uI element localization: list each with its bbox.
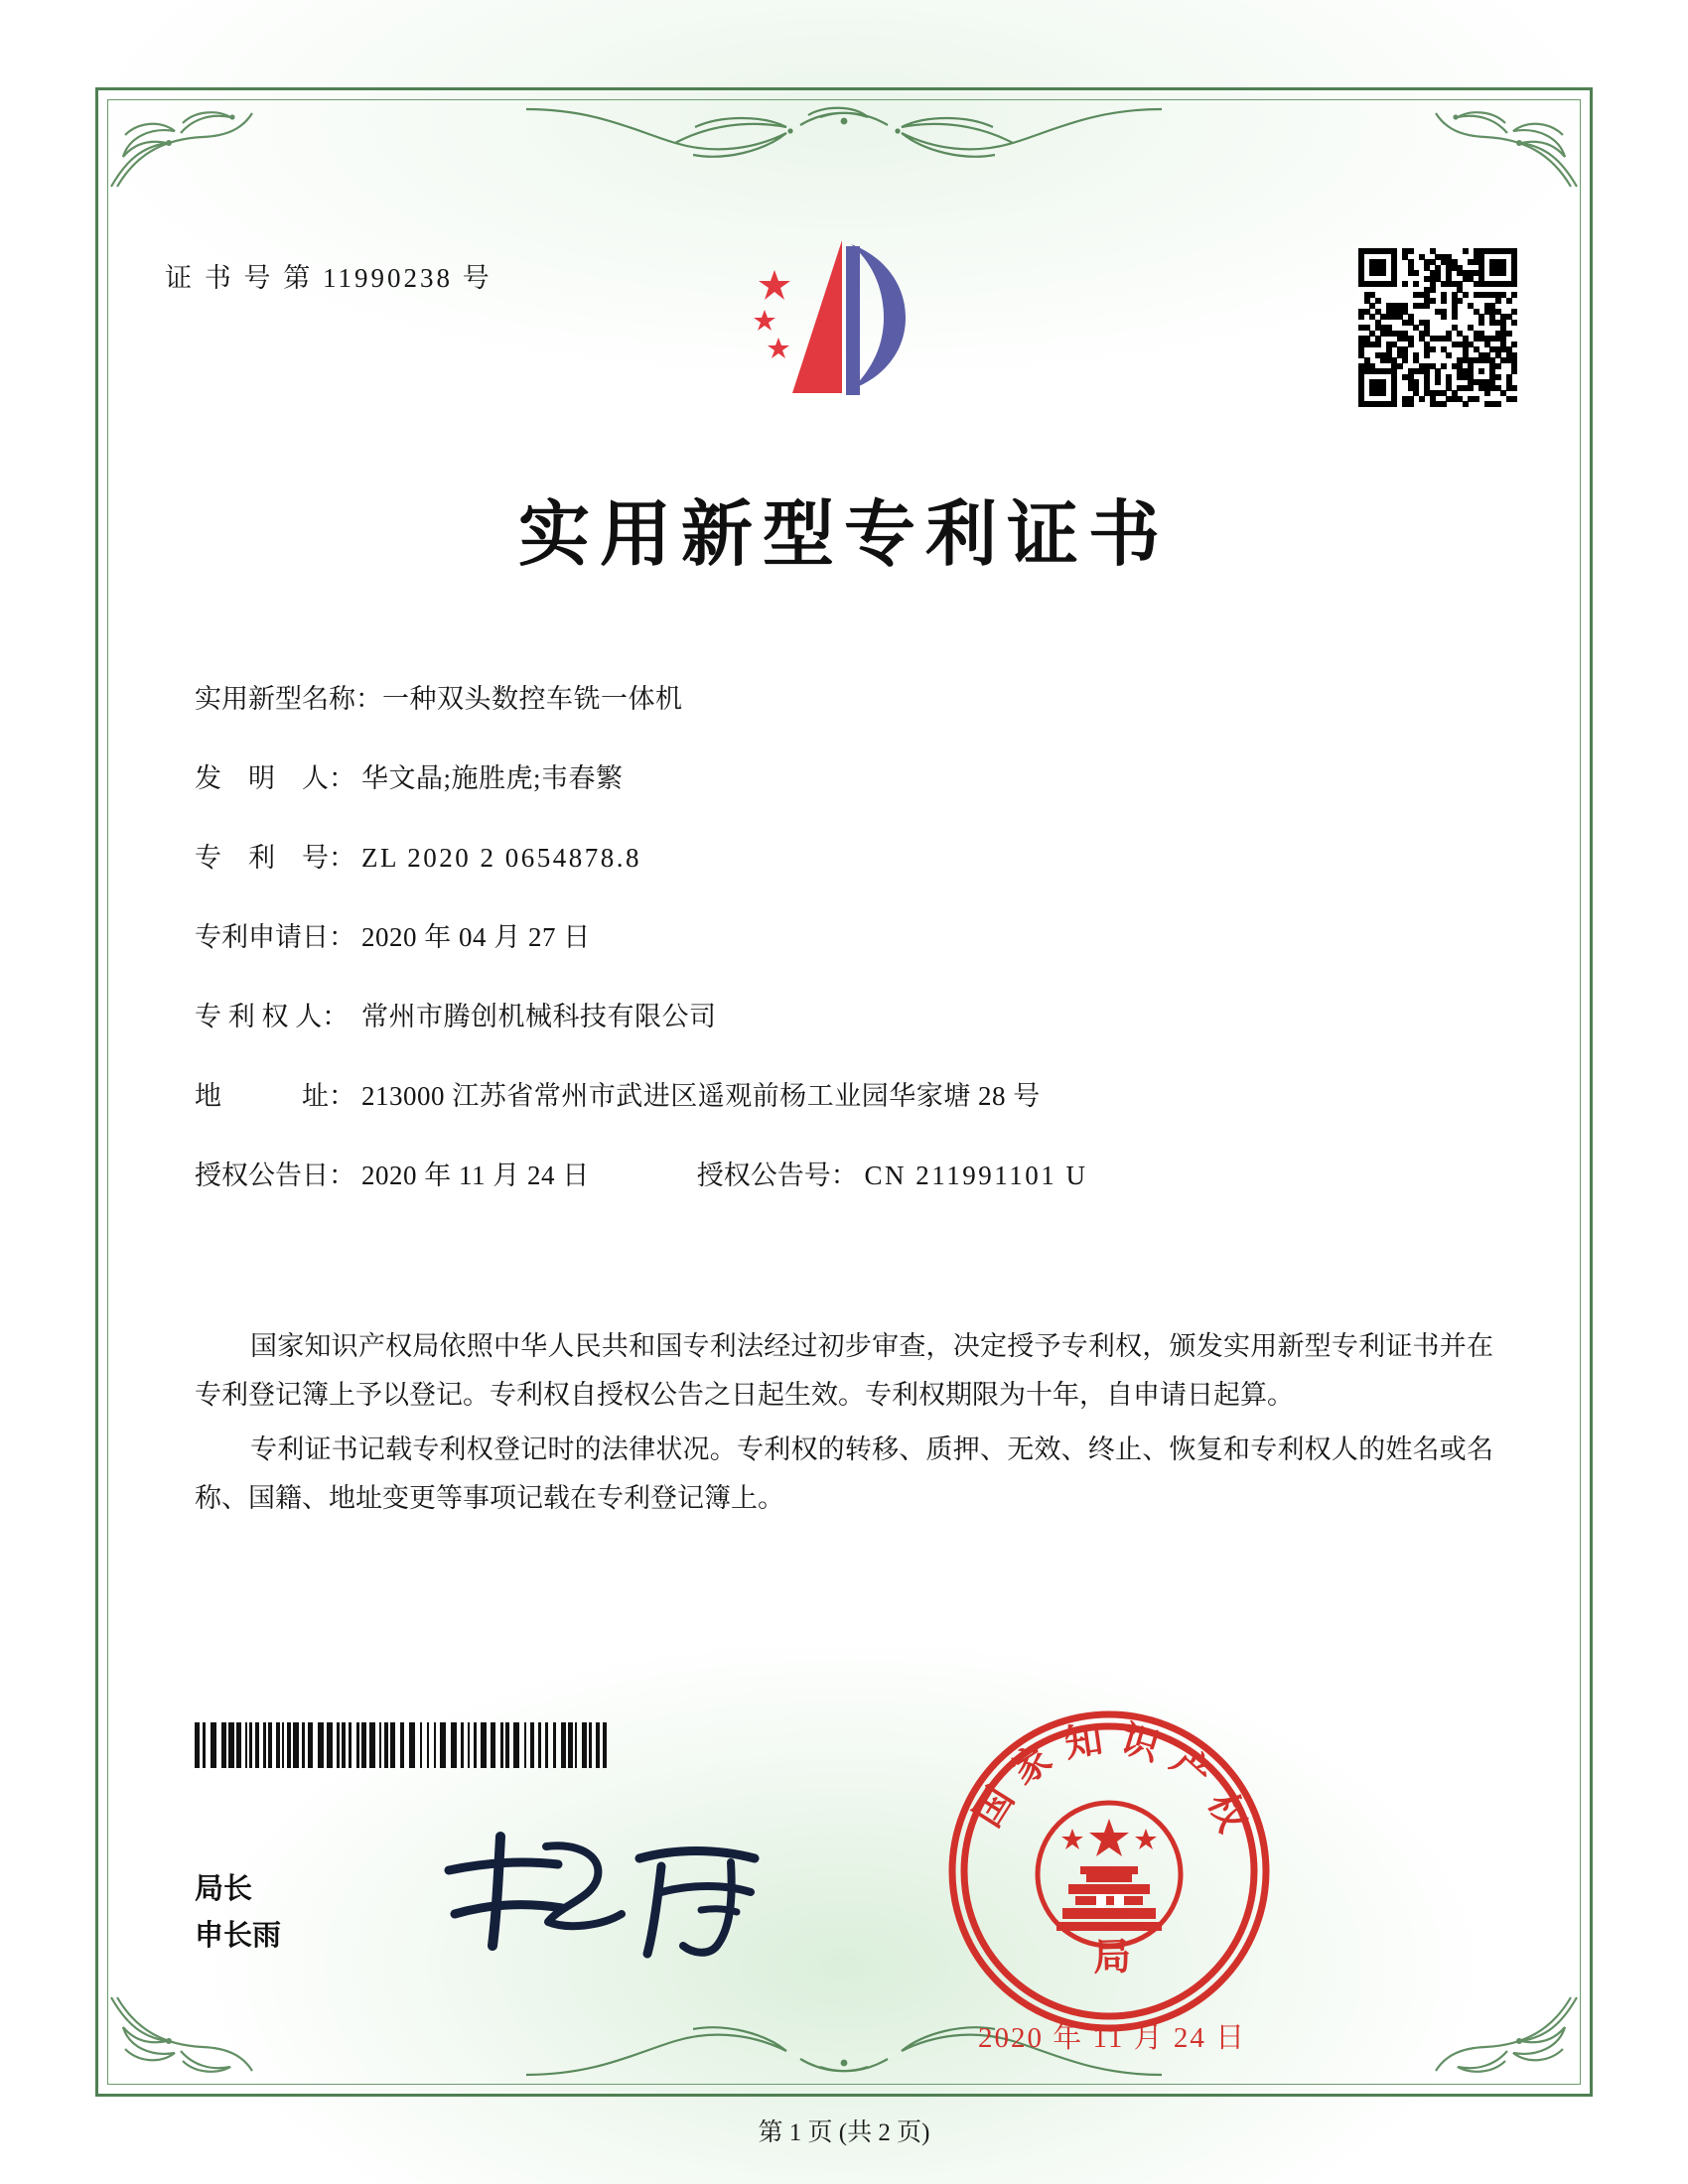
field-value: 华文晶;施胜虎;韦春繁	[361, 763, 624, 793]
announcement-date-label: 授权公告日：	[195, 1160, 355, 1190]
field-row	[195, 995, 1509, 1033]
corner-ornament-icon	[1432, 1993, 1581, 2085]
legal-text	[195, 1322, 1493, 1529]
announcement-number-label: 授权公告号：	[696, 1160, 858, 1190]
paragraph: 专利证书记载专利权登记时的法律状况。专利权的转移、质押、无效、终止、恢复和专利权人的姓名或名称、国籍、地址变更等事项记载在专利登记簿上。	[195, 1434, 1493, 1513]
field-row	[195, 915, 1509, 954]
svg-text:国家知识产权: 国家知识产权	[964, 1713, 1262, 1851]
paragraph: 国家知识产权局依照中华人民共和国专利法经过初步审查，决定授予专利权，颁发实用新型专利证书并在专利登记簿上予以登记。专利权自授权公告之日起生效。专利权期限为十年，自申请日起算。	[195, 1331, 1493, 1410]
corner-ornament-icon	[107, 1993, 256, 2085]
announcement-number-group	[697, 1154, 1088, 1192]
svg-text:局: 局	[1092, 1933, 1132, 1979]
field-list	[195, 677, 1509, 1233]
official-red-seal-icon	[945, 1707, 1273, 2035]
qr-code-icon	[1358, 248, 1517, 407]
field-label: 专 利 权 人：	[195, 1002, 350, 1031]
corner-ornament-icon	[1432, 99, 1581, 191]
page-footer: 第 1 页 (共 2 页)	[758, 2119, 930, 2146]
field-value: 213000 江苏省常州市武进区遥观前杨工业园华家塘 28 号	[361, 1081, 1041, 1111]
field-label: 专利申请日：	[195, 922, 355, 952]
field-row	[195, 756, 1509, 795]
announcement-date-value: 2020 年 11 月 24 日	[361, 1160, 590, 1190]
top-flourish-icon	[526, 97, 1162, 167]
field-label: 发 明 人：	[195, 763, 355, 793]
field-label: 实用新型名称：	[195, 684, 382, 714]
corner-ornament-icon	[107, 99, 256, 191]
cnipa-logo-icon	[735, 226, 953, 410]
field-label: 地 址：	[195, 1081, 355, 1111]
field-label: 专 利 号：	[195, 843, 355, 873]
field-value: 一种双头数控车铣一体机	[382, 684, 683, 714]
field-row	[195, 836, 1509, 875]
field-value: 常州市腾创机械科技有限公司	[361, 1002, 717, 1031]
field-value: ZL 2020 2 0654878.8	[361, 843, 641, 873]
announcement-number-value: CN 211991101 U	[864, 1160, 1088, 1190]
certificate-number: 证 书 号 第 11990238 号	[165, 263, 492, 293]
handwritten-signature-icon	[427, 1819, 784, 1968]
barcode-icon	[195, 1722, 610, 1768]
announcement-row	[195, 1154, 1509, 1192]
seal-date: 2020 年 11 月 24 日	[978, 2022, 1247, 2054]
signature-block	[195, 1866, 281, 1960]
signature-name: 申长雨	[195, 1920, 282, 1952]
signature-role: 局长	[195, 1873, 253, 1905]
field-row	[195, 1074, 1509, 1113]
field-value: 2020 年 04 月 27 日	[361, 922, 591, 952]
field-row	[195, 677, 1509, 716]
page-title: 实用新型专利证书	[517, 491, 1170, 576]
